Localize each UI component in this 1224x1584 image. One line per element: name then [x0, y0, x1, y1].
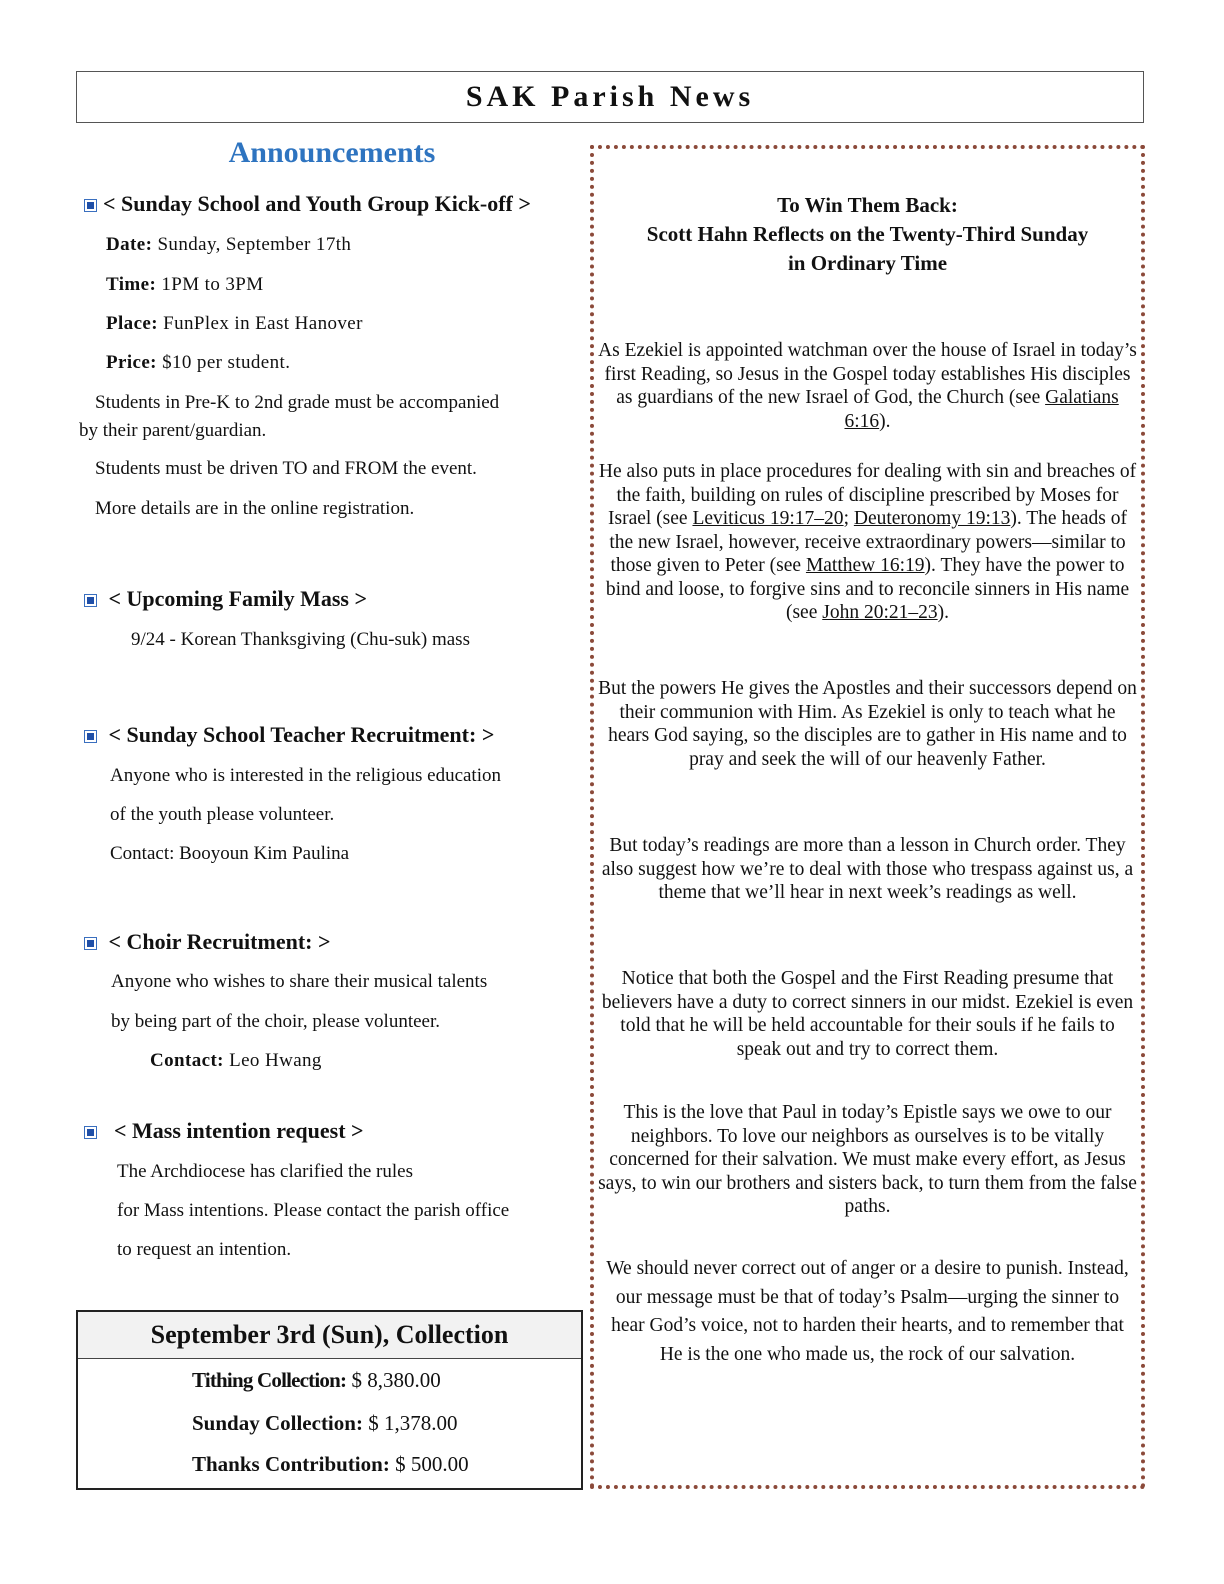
article-paragraph-4: But today’s readings are more than a lesson in Church order. They also suggest how we’re to deal with those who trespass against us, a theme that we’ll hear in next week’s readings as well.: [601, 835, 1134, 903]
article-title: To Win Them Back: Scott Hahn Reflects on the Twenty-Third Sunday in Ordinary Time: [646, 193, 1089, 275]
kickoff-time: Time: 1PM to 3PM: [106, 274, 264, 295]
scripture-link[interactable]: Deuteronomy 19:13: [853, 508, 1011, 529]
article-paragraph-6: This is the love that Paul in today’s Epistle says we owe to our neighbors. To love our neighbors as ourselves is to be vitally concerned for their salvation. We must make every effort, as Jesus says, to win our brothers and sisters back, to turn them from the false paths.: [598, 1102, 1137, 1217]
article-paragraph-7: We should never correct out of anger or a desire to punish. Instead, our message must be that of today’s Psalm—urging the sinner to hear God’s voice, not to harden their hearts, and to remember that He is the one who made us, the rock of our salvation.: [606, 1258, 1129, 1365]
article-paragraph-5: Notice that both the Gospel and the First Reading presume that believers have a duty to correct sinners in our midst. Ezekiel is even told that he will be held accountable for their souls if he fails to speak out and try to correct them.: [601, 968, 1134, 1060]
scripture-link[interactable]: John 20:21–23: [822, 602, 938, 623]
intention-line2: for Mass intentions. Please contact the parish office: [117, 1200, 510, 1221]
intention-line3: to request an intention.: [117, 1239, 292, 1260]
sunday-collection-row: Sunday Collection: $ 1,378.00: [192, 1411, 458, 1435]
scripture-link[interactable]: Matthew 16:19: [805, 555, 925, 576]
kickoff-note1-line1: Students in Pre-K to 2nd grade must be accompanied: [95, 392, 500, 413]
newsletter-title: SAK Parish News: [465, 80, 755, 113]
kickoff-note1-line2: by their parent/guardian.: [79, 420, 267, 441]
tithing-collection-row: Tithing Collection: $ 8,380.00: [192, 1368, 441, 1392]
choir-line1: Anyone who wishes to share their musical talents: [111, 971, 488, 992]
article-paragraph-3: But the powers He gives the Apostles and their successors depend on their communion with Him. As Ezekiel is only to teach what he hears God saying, so the disciples are to gather in His name and to pray and seek the will of our heavenly Father.: [598, 678, 1137, 770]
article-box: [590, 145, 1145, 1489]
checkbox-bullet-icon: [84, 1126, 97, 1139]
teacher-line2: of the youth please volunteer.: [110, 804, 335, 825]
teacher-contact: Contact: Booyoun Kim Paulina: [110, 843, 350, 864]
thanks-contribution-row: Thanks Contribution: $ 500.00: [192, 1452, 469, 1476]
checkbox-bullet-icon: [84, 199, 97, 212]
article-paragraph-2: He also puts in place procedures for dealing with sin and breaches of the faith, building on rules of discipline prescribed by Moses for Israel (see Leviticus 19:17–20; Deuteronomy 19:13). The heads of the new Israel, however, receive extraordinary powers—similar to those given to Peter (see Matthew 16:19). They have the power to bind and loose, to forgive sins and to reconcile sinners in His name (see John 20:21–23).: [598, 461, 1137, 623]
checkbox-bullet-icon: [84, 937, 97, 950]
article-paragraph-1: As Ezekiel is appointed watchman over the house of Israel in today’s first Reading, so Jesus in the Gospel today establishes His disciples as guardians of the new Israel of God, the Church (see Galatians 6:16).: [598, 340, 1137, 432]
kickoff-note2: Students must be driven TO and FROM the event.: [95, 458, 477, 479]
scripture-link[interactable]: Leviticus 19:17–20: [692, 508, 844, 529]
mass-intention-title: < Mass intention request >: [84, 1118, 364, 1144]
teacher-line1: Anyone who is interested in the religious education: [110, 765, 501, 786]
checkbox-bullet-icon: [84, 594, 97, 607]
kickoff-price: Price: $10 per student.: [106, 352, 291, 373]
masthead: [76, 71, 1144, 123]
collection-box: [76, 1310, 583, 1490]
checkbox-bullet-icon: [84, 730, 97, 743]
scripture-link[interactable]: Galatians 6:16: [844, 387, 1119, 432]
kickoff-note3: More details are in the online registration.: [95, 498, 415, 519]
choir-contact: Contact: Leo Hwang: [150, 1050, 322, 1071]
kickoff-date: Date: Sunday, September 17th: [106, 234, 352, 255]
family-mass-line: 9/24 - Korean Thanksgiving (Chu-suk) mass: [131, 629, 470, 650]
choir-recruitment-title: < Choir Recruitment: >: [84, 929, 331, 955]
intention-line1: The Archdiocese has clarified the rules: [117, 1161, 413, 1182]
collection-heading: September 3rd (Sun), Collection: [78, 1312, 581, 1359]
family-mass-title: < Upcoming Family Mass >: [84, 586, 367, 612]
kickoff-title: < Sunday School and Youth Group Kick-off >: [84, 191, 531, 217]
kickoff-place: Place: FunPlex in East Hanover: [106, 313, 363, 334]
announcements-heading: Announcements: [228, 136, 436, 169]
teacher-recruitment-title: < Sunday School Teacher Recruitment: >: [84, 722, 494, 748]
choir-line2: by being part of the choir, please volunteer.: [111, 1011, 440, 1032]
